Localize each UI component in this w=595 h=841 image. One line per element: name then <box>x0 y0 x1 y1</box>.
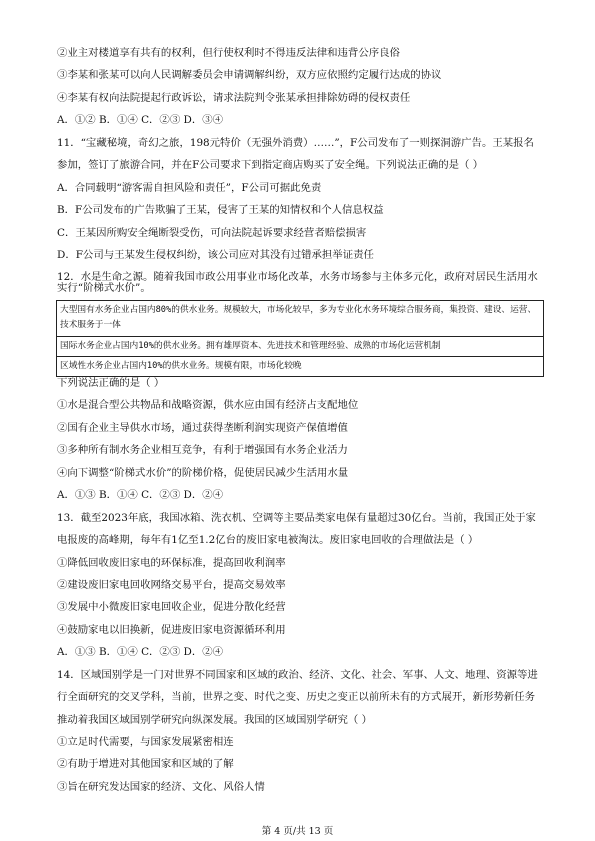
option-line: ③李某和张某可以向人民调解委员会申请调解纠纷，双方应依照约定履行达成的协议 <box>57 69 442 81</box>
option-line: ④向下调整“阶梯式水价”的阶梯价格，促使居民减少生活用水量 <box>57 467 349 479</box>
question-text: 下列说法正确的是（ ） <box>57 377 165 389</box>
option-line: ①降低回收废旧家电的环保标准，提高回收利润率 <box>57 557 286 569</box>
table-cell: 区域性水务企业占国内10%的供水业务。规模有限，市场化较晚 <box>57 357 544 377</box>
question-text: 推动着我国区域国别学研究向纵深发展。我国的区域国别学研究（ ） <box>57 714 373 726</box>
question-text: 实行“阶梯式水价”。 <box>57 282 151 294</box>
option-line: ③旨在研究发达国家的经济、文化、风俗人情 <box>57 781 265 793</box>
option-line: ②建设废旧家电回收网络交易平台，提高交易效率 <box>57 579 286 591</box>
answer-choices: A．①③ B．①④ C．②③ D．②④ <box>57 489 224 501</box>
question-text: 13．截至2023年底，我国冰箱、洗衣机、空调等主要品类家电保有量超过30亿台。当前，我国正处于家 <box>57 512 536 524</box>
option-line: ①水是混合型公共物品和战略资源，供水应由国有经济占支配地位 <box>57 399 359 411</box>
option-line: ④鼓励家电以旧换新，促进废旧家电资源循环利用 <box>57 624 286 636</box>
option-line: C．王某因所购安全绳断裂受伤，可向法院起诉要求经营者赔偿损害 <box>57 227 367 239</box>
option-line: ②国有企业主导供水市场，通过获得垄断利润实现资产保值增值 <box>57 422 348 434</box>
option-line: B．F公司发布的广告欺骗了王某，侵害了王某的知情权和个人信息权益 <box>57 204 384 216</box>
option-line: ③发展中小微废旧家电回收企业，促进分散化经营 <box>57 601 286 613</box>
option-line: ④李某有权向法院提起行政诉讼，请求法院判令张某承担排除妨碍的侵权责任 <box>57 92 411 104</box>
table-cell: 国际水务企业占国内10%的供水业务。拥有雄厚资本、先进技术和管理经验、成熟的市场化运营机制 <box>57 337 544 357</box>
page-footer: 第 4 页/共 13 页 <box>261 826 334 837</box>
answer-choices: A．①③ B．①④ C．②③ D．②④ <box>57 646 224 658</box>
table-cell: 大型国有水务企业占国内80%的供水业务。规模较大，市场化较早，多为专业化水务环境综合服务商，集投资、建设、运营、技术服务于一体 <box>57 301 544 337</box>
option-line: ②有助于增进对其他国家和区域的了解 <box>57 758 234 770</box>
option-line: ③多种所有制水务企业相互竞争，有利于增强国有水务企业活力 <box>57 444 348 456</box>
answer-choices: A．①② B．①④ C．②③ D．③④ <box>57 114 224 126</box>
question-text: 行全面研究的交叉学科，当前，世界之变、时代之变、历史之变正以前所未有的方式展开，新形势新任务 <box>57 691 535 703</box>
question-text: 电报废的高峰期，每年有1亿至1.2亿台的废旧家电被淘汰。废旧家电回收的合理做法是（ ） <box>57 534 479 546</box>
question-text: 参加，签订了旅游合同，并在F公司要求下到指定商店购买了安全绳。下列说法正确的是（ ） <box>57 159 484 171</box>
question-text: 14．区域国别学是一门对世界不同国家和区域的政治、经济、文化、社会、军事、人文、地理、资源等进 <box>57 669 538 681</box>
option-line: ①立足时代需要，与国家发展紧密相连 <box>57 736 234 748</box>
option-line: ②业主对楼道享有共有的权利，但行使权利时不得违反法律和违背公序良俗 <box>57 47 400 59</box>
water-market-table-body <box>56 300 544 377</box>
option-line: D．F公司与王某发生侵权纠纷，该公司应对其没有过错承担举证责任 <box>57 249 374 261</box>
question-text: 11．“宝藏秘境，奇幻之旅，198元特价（无强外消费）……”，F公司发布了一则探洞游广告。王某报名 <box>57 137 534 149</box>
option-line: A．合同载明“游客需自担风险和责任”，F公司可据此免责 <box>57 182 322 194</box>
question-text: 12．水是生命之源。随着我国市政公用事业市场化改革，水务市场参与主体多元化，政府对居民生活用水 <box>57 271 538 283</box>
